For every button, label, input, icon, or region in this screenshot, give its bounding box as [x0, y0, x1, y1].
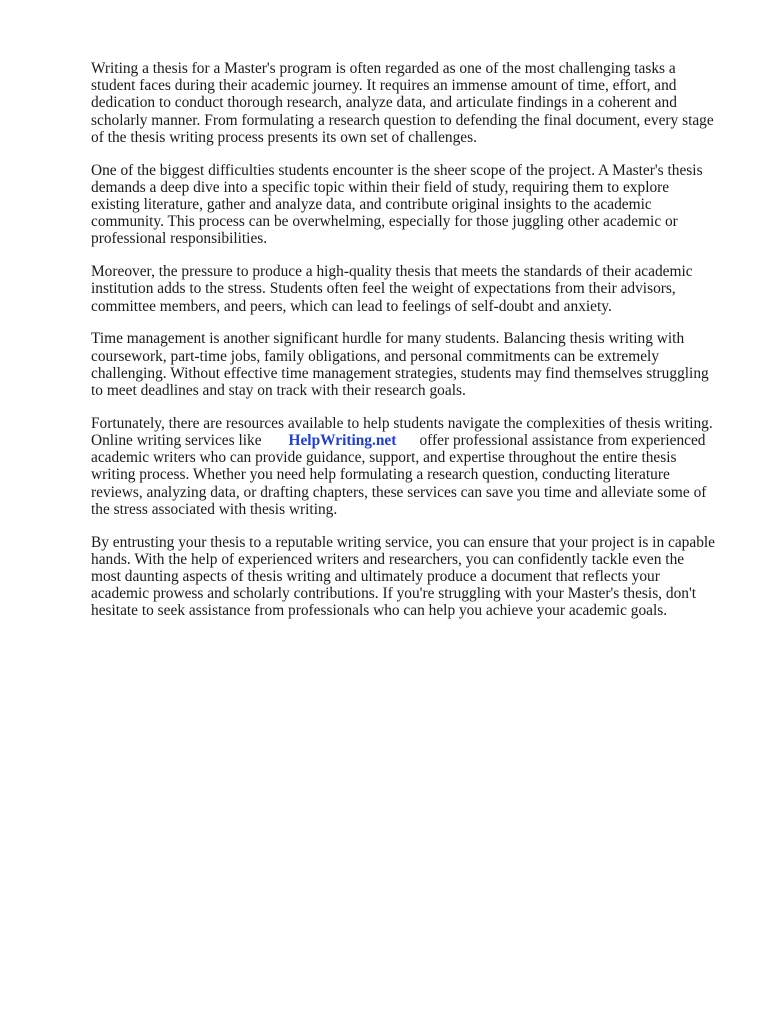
document-body	[91, 60, 731, 635]
paragraph-intro: Writing a thesis for a Master's program is often regarded as one of the most challenging tasks a student faces during their academic journey. It requires an immense amount of time, effort, and dedication to conduct thorough research, analyze data, and articulate findings in a coherent and scholarly manner. From formulating a research question to defending the final document, every stage of the thesis writing process presents its own set of challenges.	[91, 60, 714, 146]
paragraph-scope: One of the biggest difficulties students encounter is the sheer scope of the project. A Master's thesis demands a deep dive into a specific topic within their field of study, requiring them to explore existing literature, gather and analyze data, and contribute original insights to the academic community. This process can be overwhelming, especially for those juggling other academic or professional responsibilities.	[91, 161, 703, 248]
paragraph-time-management: Time management is another significant hurdle for many students. Balancing thesis writing with coursework, part-time jobs, family obligations, and personal commitments can be extremely challenging. Without effective time management strategies, students may find themselves struggling to meet deadlines and stay on track with their research goals.	[91, 330, 709, 400]
paragraph-resources	[91, 415, 731, 518]
resources-text-before-link: Fortunately, there are resources available to help students navigate the complexities of thesis writing. Online writing services like	[91, 414, 713, 450]
paragraph-closing: By entrusting your thesis to a reputable writing service, you can ensure that your project is in capable hands. With the help of experienced writers and researchers, you can confidently tackle even the most daunting aspects of thesis writing and ultimately produce a document that reflects your academic prowess and scholarly contributions. If you're struggling with your Master's thesis, don't hesitate to seek assistance from professionals who can help you achieve your academic goals.	[91, 533, 715, 620]
paragraph-pressure: Moreover, the pressure to produce a high-quality thesis that meets the standards of their academic institution adds to the stress. Students often feel the weight of expectations from their advisors, committee members, and peers, which can lead to feelings of self-doubt and anxiety.	[91, 263, 693, 315]
resources-text-after-link: offer professional assistance from experienced academic writers who can provide guidance, support, and expertise throughout the entire thesis writing process. Whether you need help formulating a research question, conducting literature reviews, analyzing data, or drafting chapters, these services can save you time and alleviate some of the stress associated with thesis writing.	[91, 432, 707, 518]
helpwriting-link[interactable]: HelpWriting.net	[288, 432, 397, 450]
